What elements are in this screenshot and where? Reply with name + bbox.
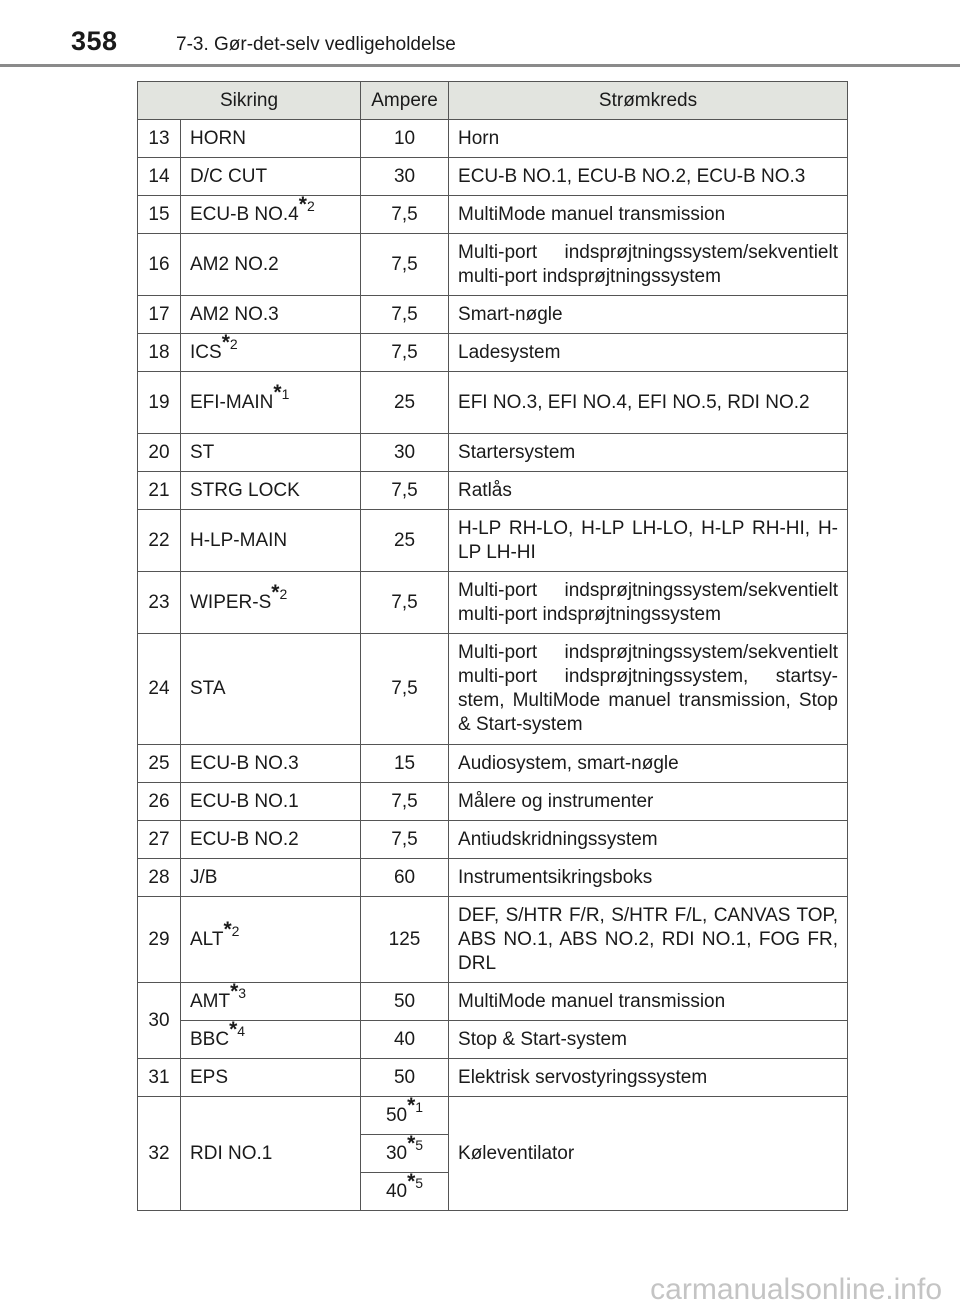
fuse-name: D/C CUT bbox=[181, 158, 361, 196]
table-row bbox=[138, 897, 848, 983]
footnote-marker: *4 bbox=[229, 1017, 246, 1041]
footnote-marker: *3 bbox=[230, 979, 247, 1003]
column-header-sikring: Sikring bbox=[138, 82, 361, 120]
fuse-table bbox=[137, 81, 848, 1211]
fuse-ampere: 30 bbox=[385, 1142, 408, 1164]
table-row bbox=[138, 1097, 848, 1135]
footnote-marker: *2 bbox=[298, 192, 315, 216]
table-row bbox=[138, 510, 848, 572]
fuse-circuit: Ladesystem bbox=[449, 334, 848, 372]
watermark: carmanualsonline.info bbox=[650, 1273, 942, 1306]
fuse-name-cell bbox=[181, 1017, 361, 1059]
fuse-name: AM2 NO.3 bbox=[181, 296, 361, 334]
fuse-name: AM2 NO.2 bbox=[181, 234, 361, 296]
fuse-ampere: 7,5 bbox=[361, 472, 449, 510]
fuse-name: STA bbox=[181, 634, 361, 745]
fuse-circuit: Ratlås bbox=[449, 472, 848, 510]
fuse-circuit: Smart-nøgle bbox=[449, 296, 848, 334]
fuse-number: 20 bbox=[138, 434, 181, 472]
fuse-ampere: 125 bbox=[361, 897, 449, 983]
fuse-name-cell bbox=[181, 372, 361, 434]
table-row bbox=[138, 983, 848, 1021]
footnote-marker: *1 bbox=[273, 380, 290, 404]
fuse-name-cell bbox=[181, 572, 361, 634]
fuse-circuit: DEF, S/HTR F/R, S/HTR F/L, CANVAS TOP, ABS NO.1, ABS NO.2, RDI NO.1, FOG FR, DRL bbox=[449, 897, 848, 983]
fuse-number: 32 bbox=[138, 1097, 181, 1211]
fuse-name: J/B bbox=[181, 859, 361, 897]
fuse-circuit: Startersystem bbox=[449, 434, 848, 472]
fuse-ampere: 25 bbox=[361, 510, 449, 572]
fuse-name: EFI-MAIN bbox=[190, 391, 274, 413]
fuse-ampere: 7,5 bbox=[361, 196, 449, 234]
fuse-ampere-cell bbox=[361, 1131, 449, 1173]
fuse-name-cell bbox=[181, 330, 361, 372]
fuse-circuit: ECU-B NO.1, ECU-B NO.2, ECU-B NO.3 bbox=[449, 158, 848, 196]
column-header-ampere: Ampere bbox=[361, 82, 449, 120]
table-row bbox=[138, 372, 848, 434]
fuse-ampere: 50 bbox=[361, 983, 449, 1021]
fuse-name: ST bbox=[181, 434, 361, 472]
fuse-circuit: H-LP RH-LO, H-LP LH-LO, H-LP RH-HI, H-LP LH-HI bbox=[449, 510, 848, 572]
fuse-circuit: Instrumentsikringsboks bbox=[449, 859, 848, 897]
fuse-number: 19 bbox=[138, 372, 181, 434]
footnote-marker: *2 bbox=[221, 330, 238, 354]
table-row bbox=[138, 120, 848, 158]
fuse-number: 13 bbox=[138, 120, 181, 158]
table-row bbox=[138, 634, 848, 745]
fuse-circuit: Multi-port indsprøjtningssystem/sekventielt multi-port indsprøjtningssystem bbox=[449, 572, 848, 634]
fuse-ampere-cell bbox=[361, 1169, 449, 1211]
fuse-number: 17 bbox=[138, 296, 181, 334]
fuse-ampere: 30 bbox=[361, 158, 449, 196]
fuse-ampere: 7,5 bbox=[361, 783, 449, 821]
table-row bbox=[138, 783, 848, 821]
page-header bbox=[0, 0, 960, 66]
table-row bbox=[138, 572, 848, 634]
table-row bbox=[138, 1021, 848, 1059]
fuse-name: AMT bbox=[190, 990, 231, 1012]
column-header-stromkreds: Strømkreds bbox=[449, 82, 848, 120]
fuse-ampere: 25 bbox=[361, 372, 449, 434]
fuse-ampere: 15 bbox=[361, 745, 449, 783]
fuse-number: 28 bbox=[138, 859, 181, 897]
table-row bbox=[138, 158, 848, 196]
fuse-ampere-cell bbox=[361, 1093, 449, 1135]
fuse-number: 21 bbox=[138, 472, 181, 510]
fuse-number: 15 bbox=[138, 196, 181, 234]
fuse-circuit: Køleventilator bbox=[449, 1097, 848, 1211]
fuse-number: 16 bbox=[138, 234, 181, 296]
fuse-ampere: 7,5 bbox=[361, 634, 449, 745]
fuse-number: 26 bbox=[138, 783, 181, 821]
table-row bbox=[138, 1059, 848, 1097]
fuse-ampere: 40 bbox=[361, 1021, 449, 1059]
section-title: 7-3. Gør-det-selv vedligeholdelse bbox=[176, 34, 456, 55]
table-row bbox=[138, 821, 848, 859]
fuse-ampere: 7,5 bbox=[361, 821, 449, 859]
fuse-name: HORN bbox=[181, 120, 361, 158]
fuse-name: WIPER-S bbox=[190, 591, 272, 613]
footnote-marker: *5 bbox=[407, 1169, 424, 1193]
table-row bbox=[138, 196, 848, 234]
fuse-number: 25 bbox=[138, 745, 181, 783]
fuse-ampere: 7,5 bbox=[361, 572, 449, 634]
fuse-name-cell bbox=[181, 979, 361, 1021]
table-row bbox=[138, 745, 848, 783]
fuse-circuit: Multi-port indsprøjtningssystem/sekventielt multi-port indsprøjtningssystem bbox=[449, 234, 848, 296]
table-header-row bbox=[138, 82, 848, 120]
fuse-name: ECU-B NO.3 bbox=[181, 745, 361, 783]
fuse-number: 18 bbox=[138, 334, 181, 372]
fuse-number: 27 bbox=[138, 821, 181, 859]
fuse-name: H-LP-MAIN bbox=[181, 510, 361, 572]
table-row bbox=[138, 859, 848, 897]
fuse-number: 31 bbox=[138, 1059, 181, 1097]
footnote-marker: *1 bbox=[407, 1093, 424, 1117]
table-row bbox=[138, 434, 848, 472]
fuse-name: ALT bbox=[190, 928, 224, 950]
fuse-circuit: Horn bbox=[449, 120, 848, 158]
fuse-ampere: 40 bbox=[385, 1180, 408, 1202]
footnote-marker: *2 bbox=[271, 580, 288, 604]
fuse-circuit: Stop & Start-system bbox=[449, 1021, 848, 1059]
header-divider bbox=[0, 64, 960, 67]
fuse-circuit: Multi-port indsprøjtningssystem/sekventielt multi-port indsprøjtningssystem, startsy-stem, MultiMode manuel transmission, Stop & Start-system bbox=[449, 634, 848, 745]
fuse-name: BBC bbox=[190, 1028, 230, 1050]
fuse-name: ECU-B NO.1 bbox=[181, 783, 361, 821]
fuse-circuit: Audiosystem, smart-nøgle bbox=[449, 745, 848, 783]
page-number: 358 bbox=[71, 26, 118, 56]
fuse-circuit: EFI NO.3, EFI NO.4, EFI NO.5, RDI NO.2 bbox=[449, 372, 848, 434]
table-row bbox=[138, 296, 848, 334]
fuse-circuit: Målere og instrumenter bbox=[449, 783, 848, 821]
fuse-ampere: 50 bbox=[361, 1059, 449, 1097]
fuse-circuit: Elektrisk servostyringssystem bbox=[449, 1059, 848, 1097]
fuse-number: 14 bbox=[138, 158, 181, 196]
fuse-number: 24 bbox=[138, 634, 181, 745]
fuse-ampere: 7,5 bbox=[361, 296, 449, 334]
footnote-marker: *2 bbox=[223, 917, 240, 941]
table-row bbox=[138, 234, 848, 296]
fuse-name: EPS bbox=[181, 1059, 361, 1097]
fuse-ampere: 7,5 bbox=[361, 234, 449, 296]
fuse-name: ECU-B NO.2 bbox=[181, 821, 361, 859]
fuse-ampere: 10 bbox=[361, 120, 449, 158]
fuse-number: 30 bbox=[138, 983, 181, 1059]
fuse-circuit: Antiudskridningssystem bbox=[449, 821, 848, 859]
fuse-number: 22 bbox=[138, 510, 181, 572]
fuse-ampere: 7,5 bbox=[361, 334, 449, 372]
fuse-number: 29 bbox=[138, 897, 181, 983]
fuse-name-cell bbox=[181, 897, 361, 983]
fuse-number: 23 bbox=[138, 572, 181, 634]
fuse-name: ECU-B NO.4 bbox=[190, 203, 299, 225]
fuse-name-cell bbox=[181, 192, 361, 234]
fuse-name: RDI NO.1 bbox=[181, 1097, 361, 1211]
table-row bbox=[138, 472, 848, 510]
fuse-circuit: MultiMode manuel transmission bbox=[449, 196, 848, 234]
table-row bbox=[138, 334, 848, 372]
footnote-marker: *5 bbox=[407, 1131, 424, 1155]
fuse-ampere: 50 bbox=[385, 1104, 408, 1126]
fuse-ampere: 30 bbox=[361, 434, 449, 472]
fuse-circuit: MultiMode manuel transmission bbox=[449, 983, 848, 1021]
fuse-name: ICS bbox=[190, 341, 222, 363]
fuse-name: STRG LOCK bbox=[181, 472, 361, 510]
fuse-ampere: 60 bbox=[361, 859, 449, 897]
